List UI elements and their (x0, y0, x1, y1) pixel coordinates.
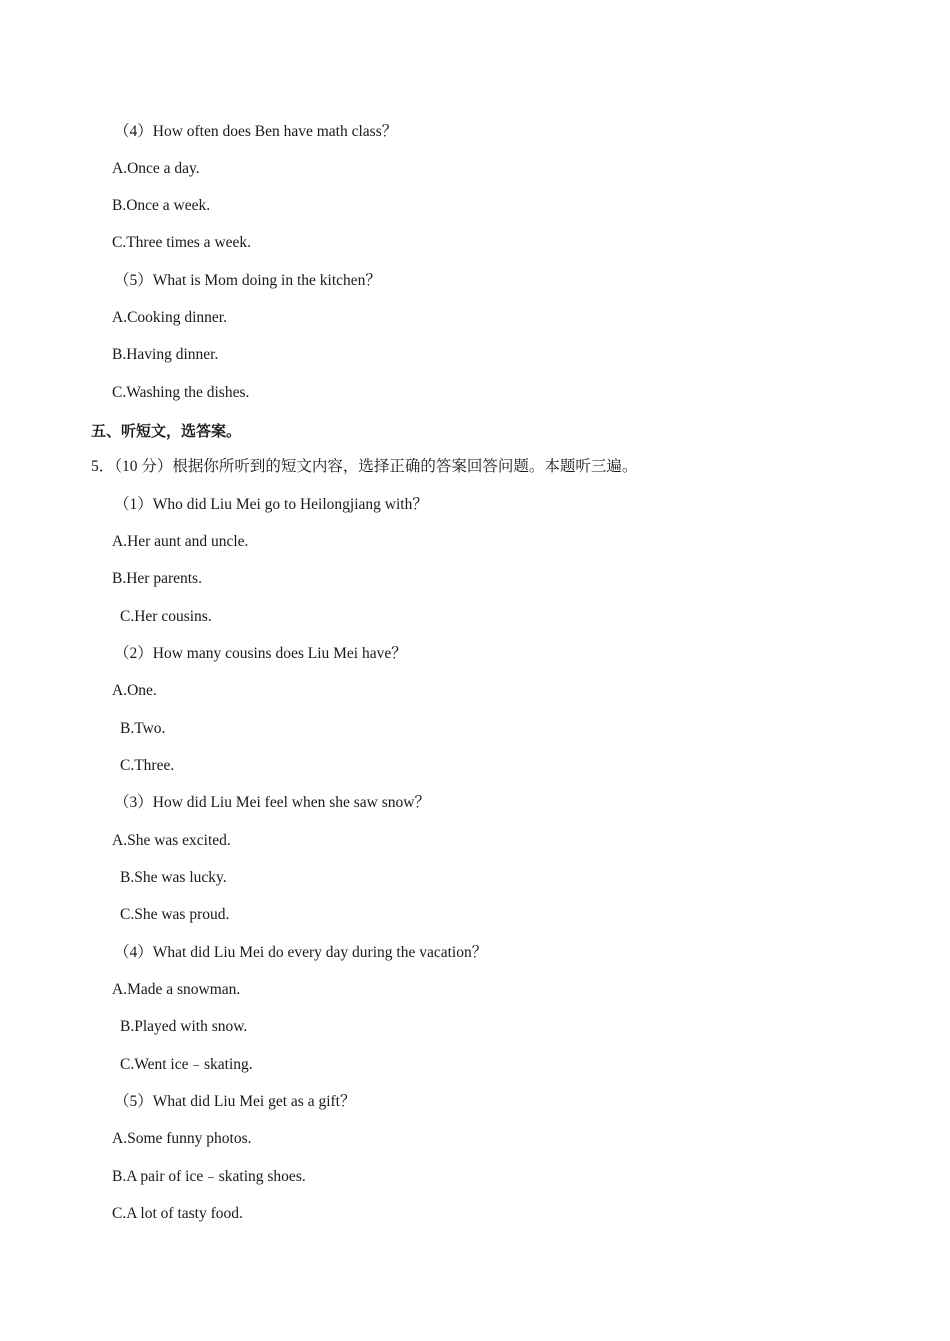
s5-question-2-option-c: C.Three. (120, 757, 175, 774)
s5-question-3-option-c: C.She was proud. (120, 906, 230, 923)
s5-question-4-option-c: C.Went ice﹣skating. (120, 1056, 253, 1073)
s5-question-5-option-a: A.Some funny photos. (112, 1130, 252, 1147)
s5-question-1-option-c: C.Her cousins. (120, 608, 212, 625)
s5-question-3-option-b: B.She was lucky. (120, 869, 227, 886)
s5-question-3-option-a: A.She was excited. (112, 832, 231, 849)
section-heading: 五、听短文，选答案。 (91, 422, 242, 440)
question-4-text: （4）How often does Ben have math class？ (114, 123, 398, 140)
s5-question-4-option-a: A.Made a snowman. (112, 981, 241, 998)
question-4-option-b: B.Once a week. (112, 197, 211, 214)
question-4-option-c: C.Three times a week. (112, 234, 252, 251)
question-5-option-a: A.Cooking dinner. (112, 309, 227, 326)
s5-question-5-text: （5）What did Liu Mei get as a gift？ (114, 1093, 356, 1110)
s5-question-4-text: （4）What did Liu Mei do every day during the vacation？ (114, 944, 488, 961)
s5-question-1-text: （1）Who did Liu Mei go to Heilongjiang with？ (114, 496, 428, 513)
s5-question-2-option-a: A.One. (112, 682, 157, 699)
s5-question-1-option-a: A.Her aunt and uncle. (112, 533, 249, 550)
s5-question-1-option-b: B.Her parents. (112, 570, 202, 587)
s5-question-2-text: （2）How many cousins does Liu Mei have？ (114, 645, 407, 662)
s5-question-3-text: （3）How did Liu Mei feel when she saw snow？ (114, 794, 430, 811)
section-instructions: 5．（10 分）根据你所听到的短文内容，选择正确的答案回答问题。本题听三遍。 (91, 458, 638, 475)
question-5-text: （5）What is Mom doing in the kitchen？ (114, 272, 381, 289)
question-5-option-c: C.Washing the dishes. (112, 384, 250, 401)
s5-question-4-option-b: B.Played with snow. (120, 1018, 248, 1035)
s5-question-5-option-b: B.A pair of ice﹣skating shoes. (112, 1168, 306, 1185)
question-5-option-b: B.Having dinner. (112, 346, 219, 363)
question-4-option-a: A.Once a day. (112, 160, 200, 177)
s5-question-5-option-c: C.A lot of tasty food. (112, 1205, 243, 1222)
s5-question-2-option-b: B.Two. (120, 720, 166, 737)
